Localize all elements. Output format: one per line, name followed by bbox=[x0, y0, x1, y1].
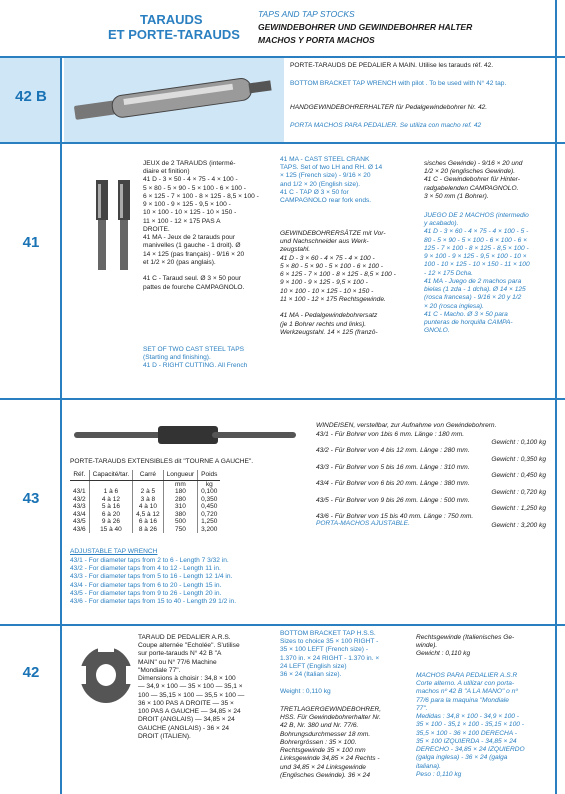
text-line: 43/4 - Für Bohrer von 6 bis 20 mm. Länge : 380 mm. bbox=[316, 480, 470, 488]
table-unit bbox=[70, 480, 89, 488]
s41-fr bbox=[143, 160, 275, 292]
text-line: 125 - 7 × 100 - 8 × 125 - 8,5 × 100 - bbox=[424, 244, 529, 252]
table-header: Longueur bbox=[163, 470, 197, 480]
s42-fr bbox=[138, 634, 274, 741]
page-header bbox=[0, 0, 565, 58]
table-cell: 750 bbox=[163, 526, 197, 533]
tap-wrench-image bbox=[64, 58, 284, 142]
table-header: Réf. bbox=[70, 470, 89, 480]
s41-en-1 bbox=[143, 346, 275, 371]
s43-de-title: WINDEISEN, verstellbar, zur Aufnahme von Gewindebohrern. bbox=[316, 422, 497, 429]
text-line: 43/5 - Für Bohrer von 9 bis 26 mm. Länge : 500 mm. bbox=[316, 496, 470, 504]
text-line bbox=[280, 679, 412, 687]
text-line: 43/6 - For diameter taps from 15 to 40 - Length 29 1/2 in. bbox=[70, 598, 237, 606]
table-cell: 310 bbox=[163, 503, 197, 510]
text-line: 10 × 100 - 10 × 125 - 10 × 150 - bbox=[143, 209, 237, 217]
text-line: (Starting and finishing). bbox=[143, 354, 211, 362]
text-line: punteras de horquilla CAMPA- bbox=[424, 319, 513, 327]
table-cell: 15 à 40 bbox=[89, 526, 133, 533]
section-number-43: 43 bbox=[22, 490, 40, 507]
weight-line: Gewicht : 0,450 kg bbox=[491, 472, 546, 480]
tab-43 bbox=[0, 400, 62, 624]
text-line: CAMPAGNOLO rear fork ends. bbox=[280, 197, 372, 205]
text-line: 41 MA - Jeux de 2 tarauds pour bbox=[143, 234, 235, 242]
text-line: et 1/2 × 20 (pas anglais). bbox=[143, 258, 216, 266]
text-line: 41 C - Taraud seul. Ø 3 × 50 pour bbox=[143, 275, 241, 283]
text-line: 9 × 100 - 9 × 125 - 9,5 × 100 - bbox=[143, 201, 231, 209]
text-line: 77/6 para la maquina "Mondiale bbox=[416, 696, 509, 704]
text-line: sisches Gewinde) - 9/16 × 20 und bbox=[424, 160, 523, 167]
table-cell: 1,250 bbox=[198, 518, 221, 525]
text-line: 41 MA - CAST STEEL CRANK bbox=[280, 156, 370, 163]
s42b-fr: PORTE-TARAUDS DE PEDALIER A MAIN. Utilise les tarauds réf. 42. bbox=[290, 62, 494, 69]
text-line bbox=[143, 267, 275, 275]
text-line: DROIT (ANGLAIS) — 34,85 × 24 bbox=[138, 716, 235, 724]
text-line: Medidas : 34,8 × 100 - 34,9 × 100 - bbox=[416, 713, 520, 721]
text-line: GEWINDEBOHRERSÄTZE mit Vor- bbox=[280, 230, 386, 237]
text-line: 41 MA - Juego de 2 machos para bbox=[424, 277, 522, 285]
table-cell: 3 à 8 bbox=[133, 496, 164, 503]
text-line: 43/1 - For diameter taps from 2 to 6 - Length 7 3/32 in. bbox=[70, 557, 229, 564]
section-number-42: 42 bbox=[22, 664, 40, 681]
section-divider bbox=[0, 398, 565, 400]
text-line: 80 - 5 × 90 - 5 × 100 - 6 × 100 - 6 × bbox=[424, 236, 528, 244]
s42b-de: HANDGEWINDEBOHRERHALTER für Pedalgewindebohrer Nr. 42. bbox=[290, 104, 488, 111]
s42-en bbox=[280, 630, 412, 696]
weight-line: Gewicht : 0,350 kg bbox=[491, 455, 546, 463]
text-line: 41 C - Macho. Ø 3 × 50 para bbox=[424, 310, 508, 318]
text-line: "Mondiale 77". bbox=[138, 666, 181, 674]
text-line: 24 LEFT (English size) bbox=[280, 662, 347, 670]
text-line: Rechtsgewinde (Italienisches Ge- bbox=[416, 634, 515, 641]
table-cell: 43/4 bbox=[73, 510, 86, 518]
text-line: Weight : 0,110 kg bbox=[280, 687, 331, 695]
text-line: 1.370 in. × 24 RIGHT - 1.370 in. × bbox=[280, 654, 380, 662]
text-line: TARAUD DE PEDALIER A.R.S. bbox=[138, 634, 231, 641]
title-en: TAPS AND TAP STOCKS bbox=[258, 9, 355, 19]
text-line: Bohrungsdurchmesser 18 mm. bbox=[280, 730, 371, 738]
text-line: × 125 (French size) - 9/16 × 20 bbox=[280, 172, 371, 180]
table-cell: 0,450 bbox=[198, 503, 221, 510]
right-border bbox=[555, 0, 557, 794]
text-line: TRETLAGERGEWINDEBOHRER, bbox=[280, 706, 382, 713]
tab-42 bbox=[0, 626, 62, 794]
table-cell: 280 bbox=[163, 496, 197, 503]
table-row bbox=[70, 496, 220, 503]
s41-de bbox=[280, 230, 420, 337]
text-line: (Englisches Gewinde). 36 × 24 bbox=[280, 771, 370, 779]
text-line: 5 × 80 - 5 × 90 - 5 × 100 - 6 × 100 - bbox=[143, 184, 247, 192]
text-line: 35 × 100 - 35,1 × 100 - 35,15 × 100 - bbox=[416, 721, 524, 729]
text-line: and 1/2 × 20 (English size). bbox=[280, 180, 361, 188]
table-cell: 4 à 10 bbox=[133, 503, 164, 510]
table-cell: 8 à 26 bbox=[133, 526, 164, 533]
adjustable-wrench-image bbox=[70, 420, 300, 450]
text-line: - 12 × 175 Dcha. bbox=[424, 269, 473, 277]
text-line: Gewicht : 0,110 kg bbox=[416, 650, 471, 658]
s42b-es: PORTA MACHOS PARA PEDALIER. Se utiliza con macho ref. 42 bbox=[290, 122, 482, 129]
text-line: MACHOS PARA PEDALIER A.S.R bbox=[416, 672, 518, 679]
text-line: 9 × 100 - 9 × 125 - 9,5 × 100 - bbox=[280, 279, 368, 287]
table-row bbox=[70, 518, 220, 525]
text-line: manivelles (1 gauche - 1 droit). Ø bbox=[143, 242, 241, 250]
text-line: 41 C - TAP Ø 3 × 50 for bbox=[280, 188, 349, 196]
title-fr-2: ET PORTE-TARAUDS bbox=[108, 27, 240, 42]
text-line: 43/3 - Für Bohrer von 5 bis 16 mm. Länge : 310 mm. bbox=[316, 463, 470, 471]
text-line: JUEGO DE 2 MACHOS (intermedio bbox=[424, 212, 529, 219]
table-header: Poids bbox=[198, 470, 221, 480]
s41-en-2 bbox=[280, 156, 420, 205]
table-cell: 43/1 bbox=[73, 488, 86, 496]
section-number-42b: 42 B bbox=[15, 88, 47, 105]
table-cell: 43/6 bbox=[73, 525, 86, 533]
table-cell: 4,5 à 12 bbox=[133, 511, 164, 518]
table-cell: 43/5 bbox=[73, 518, 86, 526]
text-line: winde). bbox=[416, 642, 438, 650]
text-line: 43/2 - For diameter taps from 4 to 12 - Length 11 in. bbox=[70, 565, 221, 573]
table-header: Capacité/tar. bbox=[89, 470, 133, 480]
table-unit: mm bbox=[163, 480, 197, 488]
text-line: 5 × 80 - 5 × 90 - 5 × 100 - 6 × 100 - bbox=[280, 262, 384, 270]
weight-line: Gewicht : 3,200 kg bbox=[491, 521, 546, 529]
text-line: DROITE. bbox=[143, 225, 170, 233]
text-line: Dimensions à choisir : 34,8 × 100 bbox=[138, 675, 236, 683]
text-line: Peso : 0,110 kg bbox=[416, 770, 462, 778]
text-line: Rechtsgewinde 35 × 100 mm bbox=[280, 747, 366, 755]
text-line: 41 C - Gewindebohrer für Hinter- bbox=[424, 176, 520, 184]
s42b-en: BOTTOM BRACKET TAP WRENCH with pilot . To be used with N° 42 tap. bbox=[290, 80, 507, 87]
table-cell: 3,200 bbox=[198, 526, 221, 533]
text-line: (rosca francesa) - 9/16 × 20 y 1/2 bbox=[424, 294, 522, 302]
text-line: 36 × 24 (Italian size). bbox=[280, 671, 342, 679]
tap-set-image bbox=[90, 170, 140, 280]
s42-de bbox=[280, 706, 412, 780]
text-line: diaire et finition) bbox=[143, 168, 190, 176]
s41-es bbox=[424, 212, 552, 336]
table-header: Carré bbox=[133, 470, 164, 480]
weight-line: Gewicht : 0,100 kg bbox=[491, 439, 546, 447]
text-line: italiana). bbox=[416, 762, 441, 770]
weight-line: Gewicht : 0,720 kg bbox=[491, 488, 546, 496]
text-line: (je 1 Bohrer rechts und links). bbox=[280, 320, 367, 328]
text-line: SET OF TWO CAST STEEL TAPS bbox=[143, 346, 245, 353]
text-line: 77". bbox=[416, 704, 428, 712]
text-line: 11 × 100 - 12 × 175 Rechtsgewinde. bbox=[280, 295, 386, 303]
text-line: machos nº 42 B "A LA MANO" o nº bbox=[416, 688, 518, 696]
table-cell: 180 bbox=[163, 488, 197, 495]
table-cell: 43/2 bbox=[73, 495, 86, 503]
table-cell: 9 à 26 bbox=[89, 518, 133, 525]
s42-es bbox=[416, 672, 552, 779]
table-cell: 43/3 bbox=[73, 503, 86, 511]
text-line: 6 × 125 - 7 × 100 - 8 × 125 - 8,5 × 100 - bbox=[143, 192, 259, 200]
text-line: — 34,9 × 100 — 35 × 100 — 35,1 × bbox=[138, 683, 243, 691]
text-line: 36 × 100 PAS A DROITE — 35 × bbox=[138, 699, 234, 707]
table-cell: 4 à 12 bbox=[89, 496, 133, 503]
s41-de-cont bbox=[424, 160, 552, 201]
text-line: 35 × 100 IZQUIERDA - 34,85 × 24 bbox=[416, 737, 517, 745]
text-line: 41 D - 3 × 60 - 4 × 75 - 4 × 100 - 5 - bbox=[424, 228, 529, 236]
table-cell: 5 à 16 bbox=[89, 503, 133, 510]
table-title: PORTE-TARAUDS EXTENSIBLES dit "TOURNE A GAUCHE". bbox=[70, 458, 254, 465]
text-line: sur porte-tarauds N° 42 B "A bbox=[138, 650, 222, 658]
text-line: 43/5 - For diameter taps from 9 to 26 - Length 20 in. bbox=[70, 589, 222, 597]
section-divider bbox=[0, 624, 565, 626]
text-line: 35 × 100 LEFT (French size) - bbox=[280, 646, 369, 654]
text-line: 41 D - RIGHT CUTTING. All French bbox=[143, 362, 248, 370]
text-line: × 20 (rosca inglesa). bbox=[424, 302, 484, 310]
text-line: MAIN" ou N° 77/6 Machine bbox=[138, 658, 217, 666]
table-cell: 500 bbox=[163, 518, 197, 525]
text-line: 43/6 - Für Bohrer von 15 bis 40 mm. Länge : 750 mm. bbox=[316, 513, 474, 521]
text-line: bielas (1 zda - 1 dcha). Ø 14 × 125 bbox=[424, 286, 526, 294]
text-line: 1/2 × 20 (englisches Gewinde). bbox=[424, 168, 516, 176]
text-line: Linksgewinde 34,85 × 24 Rechts - bbox=[280, 755, 380, 763]
text-line: 35,5 × 100 - 36 × 100 DERECHA - bbox=[416, 729, 517, 737]
table-unit: kg bbox=[198, 480, 221, 488]
text-line: 100 PAS A GAUCHE — 34,85 × 24 bbox=[138, 708, 241, 716]
s42-de-cont bbox=[416, 634, 552, 659]
text-line: und Nachschneider aus Werk- bbox=[280, 238, 369, 246]
text-line: Corte alterno. A utilizar con porta- bbox=[416, 680, 515, 688]
text-line: Werkzeugstahl. 14 × 125 (franzö- bbox=[280, 328, 378, 336]
text-line: radgabelenden CAMPAGNOLO. bbox=[424, 184, 519, 192]
s43-en-title: ADJUSTABLE TAP WRENCH bbox=[70, 548, 158, 555]
table-cell: 1 à 6 bbox=[89, 488, 133, 495]
table-cell: 2 à 5 bbox=[133, 488, 164, 495]
table-cell: 380 bbox=[163, 511, 197, 518]
text-line: 41 D - 3 × 50 - 4 × 75 - 4 × 100 - bbox=[143, 176, 238, 184]
text-line: 42 B, Nr. 380 und Nr. 77/6. bbox=[280, 722, 359, 730]
text-line: (galga inglesa) - 36 × 24 (galga bbox=[416, 754, 508, 762]
text-line: 14 × 125 (pas français) - 9/16 × 20 bbox=[143, 250, 245, 258]
text-line: 10 × 100 - 10 × 125 - 10 × 150 - bbox=[280, 287, 374, 295]
text-line: 100 — 35,15 × 100 — 35,5 × 100 — bbox=[138, 691, 245, 699]
text-line: HSS. Für Gewindebohrerhalter Nr. bbox=[280, 714, 381, 722]
text-line: y acabado). bbox=[424, 220, 459, 228]
text-line: Bohrergrössen : 35 × 100. bbox=[280, 738, 357, 746]
reference-table bbox=[70, 470, 220, 533]
text-line: und 34,85 × 24 Linksgewinde bbox=[280, 763, 366, 771]
text-line: 43/2 - Für Bohrer von 4 bis 12 mm. Länge : 280 mm. bbox=[316, 447, 470, 455]
text-line: DROIT (ITALIEN). bbox=[138, 732, 191, 740]
table-cell: 0,100 bbox=[198, 488, 221, 495]
table-unit bbox=[89, 480, 133, 488]
bottom-bracket-tap-image bbox=[76, 640, 136, 710]
s43-en-lines bbox=[70, 557, 320, 606]
s43-es: PORTA-MACHOS AJUSTABLE. bbox=[316, 520, 410, 527]
title-fr-1: TARAUDS bbox=[140, 12, 203, 27]
text-line: JEUX de 2 TARAUDS (intermé- bbox=[143, 160, 236, 167]
tab-41 bbox=[0, 144, 62, 398]
text-line: GAUCHE (ANGLAIS) - 36 × 24 bbox=[138, 724, 230, 732]
table-row bbox=[70, 526, 220, 533]
table-row bbox=[70, 503, 220, 510]
text-line: 43/3 - For diameter taps from 5 to 16 - Length 12 1/4 in. bbox=[70, 573, 233, 581]
table-row bbox=[70, 511, 220, 518]
text-line: 6 × 125 - 7 × 100 - 8 × 125 - 8,5 × 100 - bbox=[280, 271, 396, 279]
table-cell: 0,720 bbox=[198, 511, 221, 518]
text-line: DERECHO - 34,85 × 24 IZQUIERDO bbox=[416, 746, 525, 754]
text-line: GNOLO. bbox=[424, 327, 450, 335]
text-line: Coupe alternée "Echolée". S'utilise bbox=[138, 642, 240, 650]
text-line: BOTTOM BRACKET TAP H.S.S. bbox=[280, 630, 376, 637]
table-row bbox=[70, 488, 220, 495]
text-line: 100 - 10 × 125 - 10 × 150 - 11 × 100 bbox=[424, 261, 530, 269]
text-line: 3 × 50 mm (1 Bohrer). bbox=[424, 192, 489, 200]
text-line: 43/1 - Für Bohrer von 1bis 6 mm. Länge : 180 mm. bbox=[316, 431, 465, 438]
text-line: 41 MA - Pedalgewindebohrersatz bbox=[280, 312, 378, 320]
text-line: 43/4 - For diameter taps from 6 to 20 - Length 15 in. bbox=[70, 581, 222, 589]
text-line bbox=[280, 304, 420, 312]
title-de: GEWINDEBOHRER UND GEWINDEBOHRER HALTER bbox=[258, 22, 473, 32]
table-cell: 0,350 bbox=[198, 496, 221, 503]
section-divider bbox=[0, 142, 565, 144]
title-es: MACHOS Y PORTA MACHOS bbox=[258, 35, 375, 45]
text-line: TAPS. Set of two LH and RH. Ø 14 bbox=[280, 164, 383, 172]
table-cell: 6 à 16 bbox=[133, 518, 164, 525]
table-unit bbox=[133, 480, 164, 488]
text-line: 41 D - 3 × 60 - 4 × 75 - 4 × 100 - bbox=[280, 254, 375, 262]
text-line: zeugstahl. bbox=[280, 246, 311, 254]
text-line: 9 × 100 - 9 × 125 - 9,5 × 100 - 10 × bbox=[424, 253, 527, 261]
s43-de-lines bbox=[316, 431, 546, 530]
section-number-41: 41 bbox=[22, 234, 40, 251]
text-line: pattes de fourche CAMPAGNOLO. bbox=[143, 283, 245, 291]
text-line: 11 × 100 - 12 × 175 PAS A bbox=[143, 217, 221, 225]
text-line: Sizes to choice 35 × 100 RIGHT - bbox=[280, 638, 379, 646]
table-cell: 6 à 20 bbox=[89, 511, 133, 518]
weight-line: Gewicht : 1,250 kg bbox=[491, 505, 546, 513]
